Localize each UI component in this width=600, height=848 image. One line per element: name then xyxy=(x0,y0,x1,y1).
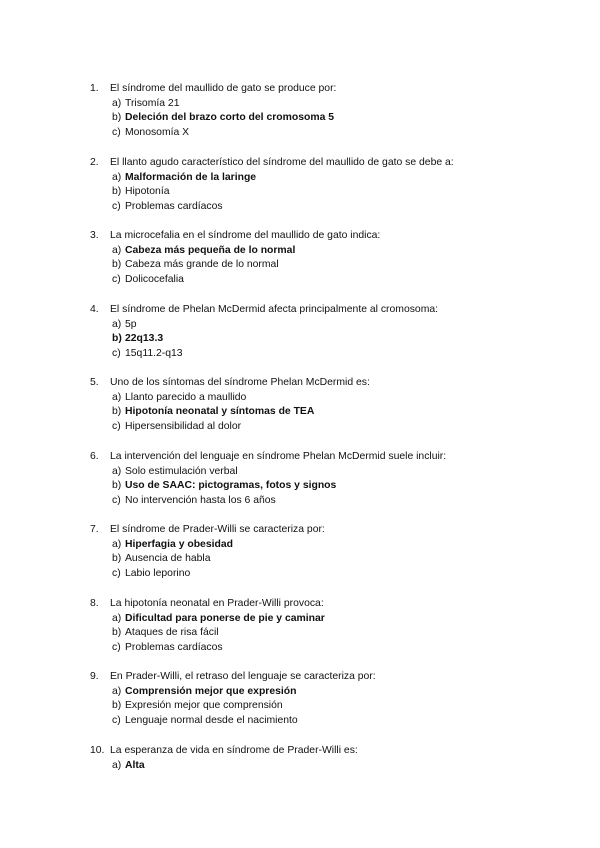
option-b xyxy=(90,699,570,714)
option-c xyxy=(90,714,570,729)
question-6 xyxy=(90,450,570,509)
option-label: a) xyxy=(112,318,122,330)
option-text: Malformación de la laringe xyxy=(125,171,257,183)
option-b-correct xyxy=(90,405,570,420)
option-a xyxy=(90,97,570,112)
option-label: a) xyxy=(112,391,122,403)
option-b xyxy=(90,185,570,200)
option-label: a) xyxy=(112,171,122,183)
option-c xyxy=(90,273,570,288)
option-text: Alta xyxy=(125,759,145,771)
option-text: 5p xyxy=(125,318,137,330)
option-c xyxy=(90,494,570,509)
option-text: Solo estimulación verbal xyxy=(125,465,238,477)
question-stem xyxy=(90,229,570,244)
option-text: Cabeza más grande de lo normal xyxy=(125,259,279,271)
option-text: Hipersensibilidad al dolor xyxy=(125,421,242,433)
option-a-correct xyxy=(90,685,570,700)
question-stem xyxy=(90,82,570,97)
question-number: 2. xyxy=(90,157,99,168)
option-label: b) xyxy=(112,259,122,271)
option-label: b) xyxy=(112,186,122,198)
question-text: La intervención del lenguaje en síndrome Phelan McDermid suele incluir: xyxy=(110,451,447,462)
option-label: b) xyxy=(112,480,122,492)
option-c xyxy=(90,347,570,362)
question-number: 8. xyxy=(90,598,99,609)
option-label: b) xyxy=(112,112,122,124)
option-label: a) xyxy=(112,759,122,771)
option-label: c) xyxy=(112,348,121,360)
option-b-correct xyxy=(90,111,570,126)
question-2 xyxy=(90,156,570,215)
option-label: b) xyxy=(112,333,122,345)
question-number: 5. xyxy=(90,377,99,388)
question-stem xyxy=(90,523,570,538)
option-text: 22q13.3 xyxy=(125,333,164,345)
option-text: Trisomía 21 xyxy=(125,97,180,109)
option-label: c) xyxy=(112,201,121,213)
question-stem xyxy=(90,156,570,171)
option-label: a) xyxy=(112,465,122,477)
option-a-correct xyxy=(90,538,570,553)
option-label: c) xyxy=(112,642,121,654)
option-b xyxy=(90,552,570,567)
option-text: Expresión mejor que comprensión xyxy=(125,700,283,712)
option-text: Llanto parecido a maullido xyxy=(125,391,247,403)
question-text: El síndrome de Phelan McDermid afecta principalmente al cromosoma: xyxy=(110,304,439,315)
option-text: 15q11.2-q13 xyxy=(125,348,183,360)
option-a xyxy=(90,465,570,480)
option-label: a) xyxy=(112,244,122,256)
question-number: 7. xyxy=(90,524,99,535)
option-a-correct xyxy=(90,612,570,627)
question-3 xyxy=(90,229,570,288)
option-text: Ausencia de habla xyxy=(125,553,211,565)
option-text: Hipotonía xyxy=(125,186,170,198)
option-label: b) xyxy=(112,406,122,418)
option-label: b) xyxy=(112,627,122,639)
question-text: La microcefalia en el síndrome del maullido de gato indica: xyxy=(110,230,381,241)
option-label: c) xyxy=(112,495,121,507)
option-label: b) xyxy=(112,700,122,712)
option-label: a) xyxy=(112,97,122,109)
question-stem xyxy=(90,744,570,759)
question-number: 6. xyxy=(90,451,99,462)
option-text: Uso de SAAC: pictogramas, fotos y signos xyxy=(125,480,337,492)
option-text: Dolicocefalia xyxy=(125,274,184,286)
option-text: No intervención hasta los 6 años xyxy=(125,495,276,507)
question-1 xyxy=(90,82,570,141)
option-a xyxy=(90,391,570,406)
question-text: El síndrome del maullido de gato se produce por: xyxy=(110,83,337,94)
option-text: Problemas cardíacos xyxy=(125,201,223,213)
option-label: a) xyxy=(112,612,122,624)
option-c xyxy=(90,641,570,656)
option-a-correct xyxy=(90,759,570,774)
question-text: Uno de los síntomas del síndrome Phelan McDermid es: xyxy=(110,377,370,388)
option-text: Lenguaje normal desde el nacimiento xyxy=(125,715,298,727)
question-text: El síndrome de Prader-Willi se caracteriza por: xyxy=(110,524,325,535)
option-a xyxy=(90,318,570,333)
option-label: c) xyxy=(112,274,121,286)
question-text: La hipotonía neonatal en Prader-Willi provoca: xyxy=(110,598,324,609)
question-4 xyxy=(90,303,570,362)
question-text: El llanto agudo característico del síndrome del maullido de gato se debe a: xyxy=(110,157,454,168)
option-c xyxy=(90,420,570,435)
option-b-correct xyxy=(90,479,570,494)
question-7 xyxy=(90,523,570,582)
question-stem xyxy=(90,670,570,685)
option-b-correct xyxy=(90,332,570,347)
option-label: c) xyxy=(112,568,121,580)
question-number: 1. xyxy=(90,83,99,94)
option-a-correct xyxy=(90,244,570,259)
question-8 xyxy=(90,597,570,656)
question-number: 10. xyxy=(90,745,105,756)
question-stem xyxy=(90,450,570,465)
question-9 xyxy=(90,670,570,729)
option-label: c) xyxy=(112,127,121,139)
option-text: Cabeza más pequeña de lo normal xyxy=(125,244,296,256)
option-label: b) xyxy=(112,553,122,565)
question-text: En Prader-Willi, el retraso del lenguaje se caracteriza por: xyxy=(110,671,376,682)
question-10 xyxy=(90,744,570,773)
question-stem xyxy=(90,597,570,612)
option-text: Deleción del brazo corto del cromosoma 5 xyxy=(125,112,335,124)
question-stem xyxy=(90,303,570,318)
option-text: Ataques de risa fácil xyxy=(125,627,219,639)
option-text: Hiperfagia y obesidad xyxy=(125,538,233,550)
option-text: Monosomía X xyxy=(125,127,190,139)
question-number: 9. xyxy=(90,671,99,682)
option-text: Comprensión mejor que expresión xyxy=(125,685,297,697)
option-c xyxy=(90,126,570,141)
option-text: Dificultad para ponerse de pie y caminar xyxy=(125,612,325,624)
option-text: Problemas cardíacos xyxy=(125,642,223,654)
question-text: La esperanza de vida en síndrome de Prader-Willi es: xyxy=(110,745,358,756)
option-label: c) xyxy=(112,715,121,727)
option-b xyxy=(90,626,570,641)
question-number: 4. xyxy=(90,304,99,315)
question-5 xyxy=(90,376,570,435)
question-stem xyxy=(90,376,570,391)
option-label: a) xyxy=(112,685,122,697)
option-text: Labio leporino xyxy=(125,568,191,580)
question-number: 3. xyxy=(90,230,99,241)
option-label: c) xyxy=(112,421,121,433)
option-b xyxy=(90,258,570,273)
option-text: Hipotonía neonatal y síntomas de TEA xyxy=(125,406,315,418)
option-a-correct xyxy=(90,171,570,186)
option-c xyxy=(90,567,570,582)
option-c xyxy=(90,200,570,215)
option-label: a) xyxy=(112,538,122,550)
